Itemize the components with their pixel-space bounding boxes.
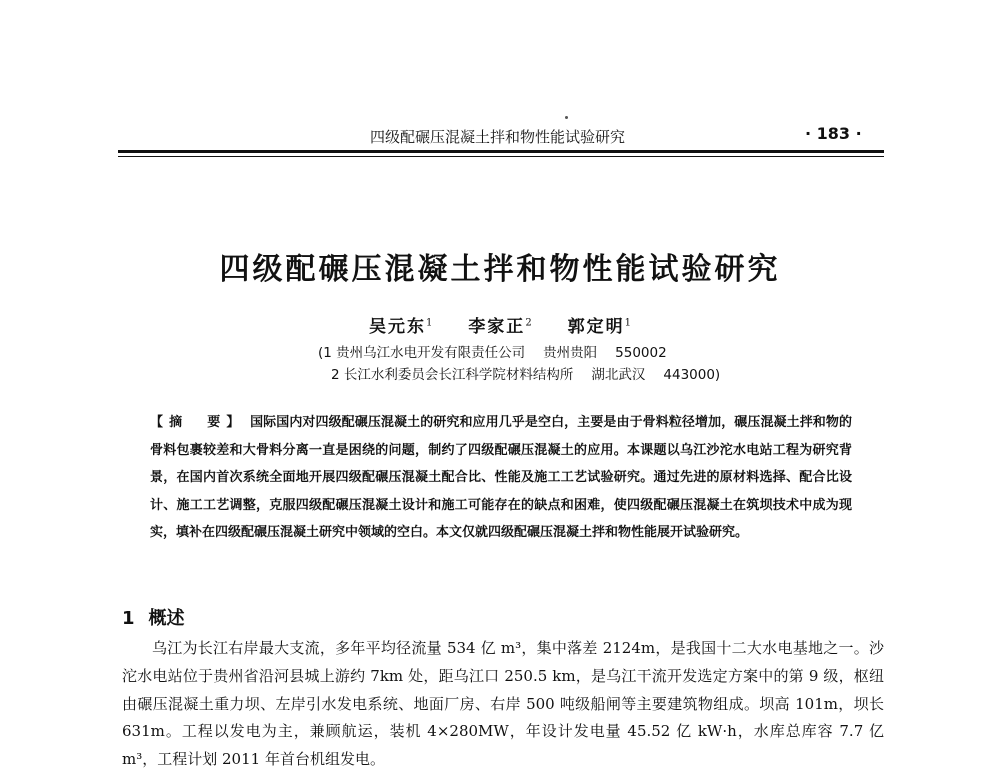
author-list: [0, 312, 1000, 337]
header-rule-thin: [118, 156, 884, 157]
affiliation-postcode: 550002: [615, 345, 667, 361]
author-affil-mark: 1: [624, 317, 631, 329]
paper-title: 四级配碾压混凝土拌和物性能试验研究: [219, 252, 781, 287]
running-title: 四级配碾压混凝土拌和物性能试验研究: [370, 128, 626, 146]
author-affil-mark: 2: [525, 317, 532, 329]
affiliation-place: 湖北武汉: [591, 367, 646, 383]
section-heading: [122, 604, 185, 630]
affiliation-1: [318, 341, 667, 361]
scan-dot-mark: [565, 116, 568, 119]
page-number: · 183 ·: [805, 124, 862, 143]
abstract-label: 【摘 要】: [150, 415, 246, 430]
author: [369, 317, 432, 337]
affiliation-org: (1 贵州乌江水电开发有限责任公司: [318, 345, 526, 361]
abstract-text: 国际国内对四级配碾压混凝土的研究和应用几乎是空白，主要是由于骨料粒径增加，碾压混凝土拌和物的骨料包裹较差和大骨料分离一直是困绕的问题，制约了四级配碾压混凝土的应用。本课题以乌江沙沱水电站工程为研究背景，在国内首次系统全面地开展四级配碾压混凝土配合比、性能及施工工艺试验研究。通过先进的原材料选择、配合比设计、施工工艺调整，克服四级配碾压混凝土设计和施工可能存在的缺点和困难，使四级配碾压混凝土在筑坝技术中成为现实，填补在四级配碾压混凝土研究中领域的空白。本文仅就四级配碾压混凝土拌和物性能展开试验研究。: [150, 415, 852, 540]
author-name: 郭定明: [567, 317, 625, 337]
affiliation-org: 2 长江水利委员会长江科学院材料结构所: [331, 367, 574, 383]
section-number: 1: [122, 608, 135, 629]
section-title: 概述: [148, 608, 185, 629]
author-affil-mark: 1: [426, 317, 433, 329]
abstract: [150, 409, 852, 547]
author: [468, 317, 531, 337]
header-rule-thick: [118, 150, 884, 153]
body-paragraph: 乌江为长江右岸最大支流，多年平均径流量 534 亿 m³，集中落差 2124m，是我国十二大水电基地之一。沙沱水电站位于贵州省沿河县城上游约 7km 处，距乌江口 250.5 km，是乌江干流开发选定方案中的第 9 级，枢纽由碾压混凝土重力坝、左岸引水发电系统、地面厂房、右岸 500 吨级船闸等主要建筑物组成。坝高 101m，坝长 631m。工程以发电为主，兼顾航运，装机 4×280MW，年设计发电量 45.52 亿 kW·h，水库总库容 7.7 亿 m³，工程计划 2011 年首台机组发电。: [122, 639, 884, 769]
affiliation-2: [331, 363, 720, 383]
author-name: 李家正: [468, 317, 526, 337]
affiliation-place: 贵州贵阳: [543, 345, 598, 361]
author: [568, 317, 631, 337]
author-name: 吴元东: [369, 317, 427, 337]
affiliation-postcode: 443000): [663, 367, 721, 383]
